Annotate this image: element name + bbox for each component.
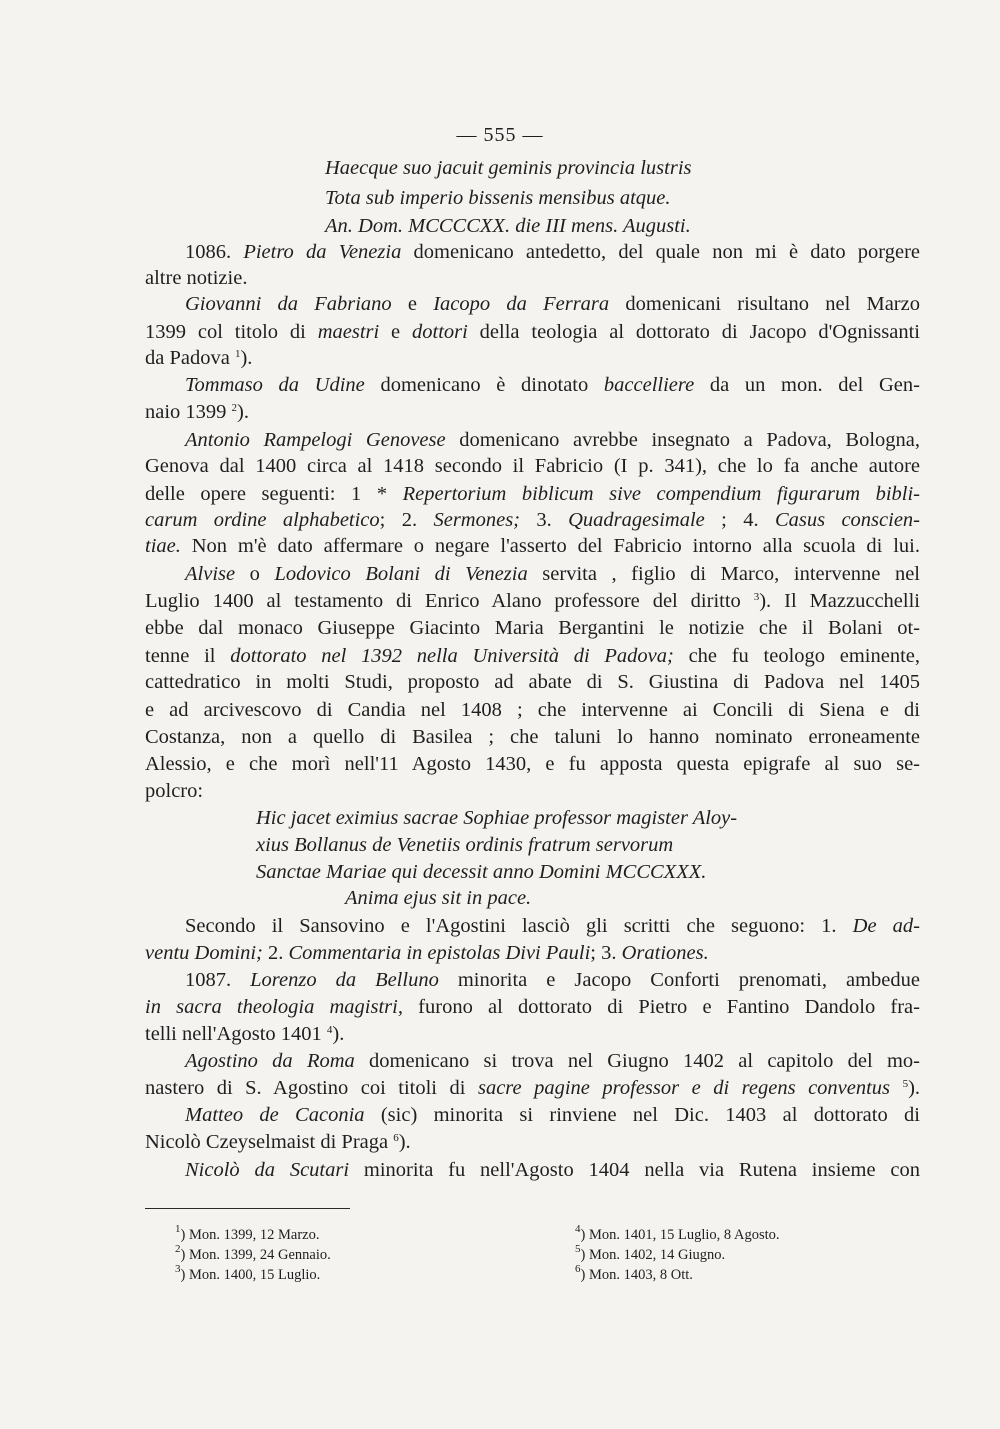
text-line xyxy=(145,646,920,667)
italic-text: Tota sub imperio bissenis mensibus atque. xyxy=(325,187,671,209)
text-span: ebbe dal monaco Giuseppe Giacinto Maria Bergantini le notizie che il Bolani ot- xyxy=(145,617,920,639)
text-span: e xyxy=(379,321,412,343)
text-span: ; 3. xyxy=(590,942,622,964)
text-line xyxy=(145,1078,920,1099)
italic-text: dottori xyxy=(412,321,468,343)
text-span: che fu teologo eminente, xyxy=(673,645,920,667)
italic-text: Lorenzo da Belluno xyxy=(250,969,439,991)
italic-text: Iacopo da Ferrara xyxy=(433,293,610,315)
footnote-mark: 6 xyxy=(575,1263,581,1275)
text-span: minorita fu nell'Agosto 1404 nella via Rutena insieme con xyxy=(349,1159,920,1181)
italic-text: Orationes. xyxy=(621,942,709,964)
text-span: della teologia al dottorato di Jacopo d'Ognissanti xyxy=(467,321,920,343)
text-span: Costanza, non a quello di Basilea ; che taluni lo hanno nominato erroneamente xyxy=(145,726,920,748)
footnote-text: Mon. 1402, 14 Giugno. xyxy=(588,1247,726,1263)
footnote-ref: 1 xyxy=(234,348,241,360)
italic-text: Casus conscien- xyxy=(774,509,920,531)
footnote-text: Mon. 1400, 15 Luglio. xyxy=(188,1267,321,1283)
text-span: domenicano avrebbe insegnato a Padova, Bologna, xyxy=(445,429,920,451)
text-span: o xyxy=(235,563,275,585)
footnote-rule xyxy=(145,1208,350,1209)
text-span: telli nell'Agosto 1401 xyxy=(145,1023,327,1045)
text-span: Secondo il Sansovino e l'Agostini lasciò gli scritti che seguono: 1. xyxy=(185,915,853,937)
italic-text: in sacra theologia magistri, xyxy=(145,996,403,1018)
text-span: 1399 col titolo di xyxy=(145,321,318,343)
text-line xyxy=(145,402,249,423)
italic-text: Commentaria in epistolas Divi Pauli xyxy=(288,942,591,964)
text-line xyxy=(145,1024,344,1045)
text-span: minorita e Jacopo Conforti prenomati, ambedue xyxy=(438,969,920,991)
text-span: delle opere seguenti: 1 * xyxy=(145,483,403,505)
text-line xyxy=(325,158,692,179)
text-span: e xyxy=(391,293,434,315)
footnote-text: Mon. 1401, 15 Luglio, 8 Agosto. xyxy=(588,1227,780,1243)
text-span: ; 2. xyxy=(379,509,434,531)
text-span: naio 1399 xyxy=(145,401,232,423)
text-span: domenicano antedetto, del quale non mi è dato porgere xyxy=(401,241,920,263)
footnote xyxy=(175,1263,321,1283)
text-line xyxy=(185,375,920,396)
italic-text: Hic jacet eximius sacrae Sophiae professor magister Aloy- xyxy=(256,807,738,829)
italic-text: maestri xyxy=(317,321,380,343)
italic-text: Lodovico Bolani di Venezia xyxy=(274,563,528,585)
italic-text: Sermones; xyxy=(433,509,521,531)
text-line xyxy=(185,294,920,315)
text-line xyxy=(185,970,920,991)
text-span: servita , figlio di Marco, intervenne nel xyxy=(527,563,920,585)
text-span: ). xyxy=(398,1131,411,1153)
italic-text: Giovanni da Fabriano xyxy=(185,293,392,315)
text-span: ). xyxy=(332,1023,345,1045)
text-line xyxy=(256,808,737,829)
text-span: Genova dal 1400 circa al 1418 secondo il Fabricio (I p. 341), che lo fa anche autore xyxy=(145,455,920,477)
text-span xyxy=(890,1077,903,1099)
italic-text: dottorato nel 1392 nella Università di Padova; xyxy=(230,645,674,667)
footnote-paren: ) xyxy=(180,1247,189,1263)
text-span: Non m'è dato affermare o negare l'asserto del Fabricio intorno alla scuola di lui. xyxy=(180,535,920,557)
text-line xyxy=(145,1132,411,1153)
text-line xyxy=(145,943,709,964)
text-span: altre notizie. xyxy=(145,267,248,289)
text-line xyxy=(145,618,920,639)
text-line xyxy=(185,430,920,451)
text-line xyxy=(185,916,920,937)
text-span: (sic) minorita si rinviene nel Dic. 1403 al dottorato di xyxy=(364,1104,920,1126)
italic-text: Pietro da Venezia xyxy=(243,241,402,263)
text-span: ). Il Mazzucchelli xyxy=(759,590,920,612)
footnote-ref: 6 xyxy=(393,1132,399,1144)
footnote-ref: 3 xyxy=(753,591,760,603)
text-line xyxy=(185,1160,920,1181)
text-line xyxy=(145,536,920,557)
text-line xyxy=(145,591,920,612)
text-line xyxy=(185,1105,920,1126)
text-line xyxy=(145,456,920,477)
footnote xyxy=(575,1243,726,1263)
text-line xyxy=(145,672,920,693)
footnote-paren: ) xyxy=(180,1227,189,1243)
text-line xyxy=(145,348,252,369)
text-span: Nicolò Czeyselmaist di Praga xyxy=(145,1131,394,1153)
text-line xyxy=(325,216,691,237)
footnote-mark: 4 xyxy=(575,1223,581,1235)
text-span: Luglio 1400 al testamento di Enrico Alano professore del diritto xyxy=(145,590,754,612)
italic-text: De ad- xyxy=(852,915,920,937)
text-line xyxy=(145,997,920,1018)
italic-text: ventu Domini; xyxy=(145,942,263,964)
footnote xyxy=(575,1223,780,1243)
text-span: ; 4. xyxy=(704,509,775,531)
italic-text: Agostino da Roma xyxy=(185,1050,355,1072)
italic-text: Sanctae Mariae qui decessit anno Domini MCCCXXX. xyxy=(256,861,707,883)
italic-text: Nicolò da Scutari xyxy=(185,1159,350,1181)
text-span: nastero di S. Agostino coi titoli di xyxy=(145,1077,478,1099)
italic-text: sacre pagine professor e di regens conventus xyxy=(477,1077,891,1099)
text-span: da un mon. del Gen- xyxy=(694,374,920,396)
text-line xyxy=(185,1051,920,1072)
text-line xyxy=(345,888,531,909)
text-line xyxy=(145,754,920,775)
text-line xyxy=(145,727,920,748)
text-span: 1087. xyxy=(185,969,251,991)
footnote xyxy=(575,1263,693,1283)
italic-text: Matteo de Caconia xyxy=(185,1104,365,1126)
footnote xyxy=(175,1243,331,1263)
text-span: 1086. xyxy=(185,241,244,263)
text-line xyxy=(145,781,203,802)
footnote-paren: ) xyxy=(580,1247,589,1263)
text-span: ). xyxy=(908,1077,921,1099)
footnote-ref: 5 xyxy=(902,1078,909,1090)
italic-text: Antonio Rampelogi Genovese xyxy=(185,429,446,451)
text-span: polcro: xyxy=(145,780,204,802)
footnote-paren: ) xyxy=(580,1227,589,1243)
text-line xyxy=(256,835,673,856)
text-span: cattedratico in molti Studi, proposto ad abate di S. Giustina di Padova nel 1405 xyxy=(145,671,920,693)
text-span: domenicano è dinotato xyxy=(364,374,604,396)
text-span: 3. xyxy=(520,509,569,531)
text-line xyxy=(145,510,920,531)
text-span: domenicano si trova nel Giugno 1402 al capitolo del mo- xyxy=(354,1050,920,1072)
footnote-ref: 4 xyxy=(326,1024,333,1036)
italic-text: carum ordine alphabetico xyxy=(145,509,380,531)
italic-text: An. Dom. MCCCCXX. die III mens. Augusti. xyxy=(325,215,691,237)
text-line xyxy=(145,268,247,289)
footnote-ref: 2 xyxy=(231,402,238,414)
text-span: Alessio, e che morì nell'11 Agosto 1430, e fu apposta questa epigrafe al suo se- xyxy=(145,753,920,775)
footnote-text: Mon. 1403, 8 Ott. xyxy=(588,1267,693,1283)
footnote-mark: 2 xyxy=(175,1243,181,1255)
italic-text: Anima ejus sit in pace. xyxy=(345,887,532,909)
italic-text: Alvise xyxy=(185,563,236,585)
footnote-mark: 1 xyxy=(175,1223,181,1235)
italic-text: tiae. xyxy=(145,535,181,557)
text-line xyxy=(256,862,706,883)
italic-text: Tommaso da Udine xyxy=(185,374,365,396)
italic-text: baccelliere xyxy=(603,374,695,396)
text-line xyxy=(185,564,920,585)
text-line xyxy=(145,700,920,721)
text-span: ). xyxy=(237,401,249,423)
text-line xyxy=(185,242,920,263)
text-line xyxy=(325,188,671,209)
footnote-paren: ) xyxy=(580,1267,589,1283)
text-line xyxy=(145,484,920,505)
text-span: ). xyxy=(240,347,253,369)
footnote-mark: 5 xyxy=(575,1243,581,1255)
text-span: domenicani risultano nel Marzo xyxy=(609,293,920,315)
italic-text: xius Bollanus de Venetiis ordinis fratrum servorum xyxy=(256,834,674,856)
footnote xyxy=(175,1223,320,1243)
text-line xyxy=(145,322,920,343)
text-span: furono al dottorato di Pietro e Fantino Dandolo fra- xyxy=(402,996,920,1018)
text-span: e ad arcivescovo di Candia nel 1408 ; che intervenne ai Concili di Siena e di xyxy=(145,699,920,721)
text-span: da Padova xyxy=(145,347,235,369)
footnote-mark: 3 xyxy=(175,1263,181,1275)
italic-text: Haecque suo jacuit geminis provincia lustris xyxy=(325,157,692,179)
footnote-text: Mon. 1399, 24 Gennaio. xyxy=(188,1247,331,1263)
footnote-text: Mon. 1399, 12 Marzo. xyxy=(188,1227,320,1243)
italic-text: Repertorium biblicum sive compendium figurarum bibli- xyxy=(402,483,920,505)
text-span: 2. xyxy=(262,942,289,964)
page-number: — 555 — xyxy=(456,124,544,146)
italic-text: Quadragesimale xyxy=(568,509,705,531)
footnote-paren: ) xyxy=(180,1267,189,1283)
text-span: tenne il xyxy=(145,645,231,667)
